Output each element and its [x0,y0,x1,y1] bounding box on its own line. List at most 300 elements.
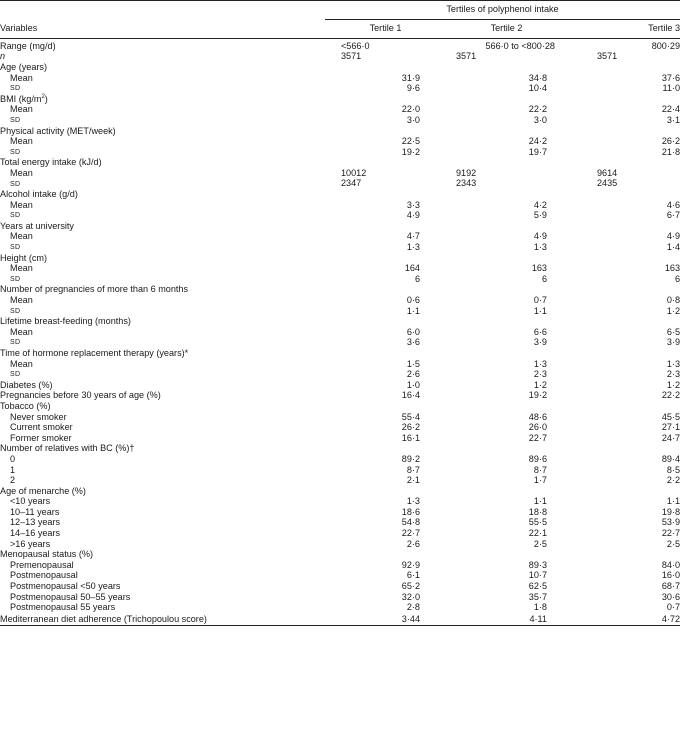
tertile-1-value: 2·6 [406,538,420,549]
tertile-2-value: 5·9 [533,210,547,221]
row-label [0,147,325,158]
tertile-2-value: 89·6 [528,453,547,464]
row-label [0,581,325,592]
row-label [0,475,325,486]
tertile-2-value: 48·6 [528,411,547,422]
tertile-1-column-heading: Tertile 1 [325,20,446,39]
tertile-2-value: 2·3 [533,369,547,380]
tertile-1-value [325,550,446,561]
table-row [0,401,680,412]
row-label-text: Mean [10,136,33,147]
tertile-3-value: 24·7 [661,432,680,443]
tertile-3-value: 6·7 [666,210,680,221]
tertile-1-value [325,316,446,327]
table-row [0,444,680,455]
tertile-1-value: 1·3 [406,496,420,507]
tertile-1-value: 55·4 [401,411,420,422]
tertile-1-value [325,444,446,455]
row-label [0,602,325,613]
tertile-3-value [567,550,680,561]
row-label-text: Mean [10,72,33,83]
tertile-3-value [567,158,680,169]
tertile-3-value: 4·72 [567,613,680,626]
tertile-2-value: 0·7 [533,295,547,305]
row-label [0,391,325,402]
table-row [0,147,680,158]
table-row [0,380,680,391]
tertile-3-value: 21·8 [661,146,680,157]
tertile-3-value [567,401,680,412]
tertile-3-value: 2·2 [666,475,680,486]
table-row [0,62,680,73]
table-row [0,221,680,232]
tertile-3-value: 2435 [597,178,618,189]
tertile-3-value [567,348,680,359]
tertile-2-value: 22·7 [528,432,547,443]
tertile-2-value [446,486,567,497]
tertile-3-value [567,62,680,73]
row-label [0,444,325,455]
tertile-3-value: 0·8 [666,295,680,305]
table-row [0,338,680,349]
table-row [0,348,680,359]
tertile-2-value [446,401,567,412]
row-label [0,73,325,84]
row-label-text: Mean [10,104,33,115]
table-body [0,39,680,626]
row-label [0,274,325,285]
table-row [0,412,680,423]
tertile-2-value: 55·5 [528,517,547,528]
table-header-row-columns [0,20,680,39]
row-label-text: Lifetime breast-feeding (months) [0,316,131,327]
row-label-text: Never smoker [10,411,67,422]
row-label [0,454,325,465]
tertile-2-value: 24·2 [528,136,547,147]
row-label-text: Mean [10,231,33,242]
row-label [0,263,325,274]
tertile-2-value: 2·5 [533,538,547,549]
row-label [0,422,325,433]
row-label-text: Postmenopausal 55 years [10,602,116,613]
tertile-1-value: 10012 [341,167,367,178]
tertile-2-value: 89·3 [528,559,547,570]
row-label [0,359,325,370]
tertile-2-value: 6 [541,273,547,284]
row-label [0,571,325,582]
tertile-3-value: 68·7 [661,581,680,592]
tertile-2-value: 8·7 [533,464,547,475]
tertile-3-value: 1·1 [666,496,680,507]
tertile-1-value [325,253,446,264]
row-label-text: SD [10,85,21,93]
tertile-2-value: 62·5 [528,581,547,592]
row-label-text: Height (cm) [0,252,47,263]
row-label [0,316,325,327]
row-label-text: Postmenopausal 50–55 years [10,591,131,602]
tertile-2-value: 19·2 [528,390,547,401]
tertile-2-value [446,285,567,296]
row-label-text: <10 years [10,496,51,507]
table-row [0,126,680,137]
tertile-1-value: 54·8 [401,517,420,528]
tertile-2-value: 18·8 [528,506,547,517]
tertile-1-value: 164 [404,263,420,274]
table-row [0,465,680,476]
row-label-text: SD [10,180,21,188]
tertile-1-value [325,158,446,169]
tertile-2-value [446,126,567,137]
tertile-2-value [446,444,567,455]
row-label-text: Menopausal status (%) [0,549,94,560]
tertile-2-value: 1·2 [533,379,547,390]
tertile-3-value: 3·1 [666,114,680,125]
row-label [0,52,325,63]
tertile-2-value [446,158,567,169]
tertile-1-value: 31·9 [401,72,420,83]
table-row [0,433,680,444]
tertile-3-value [567,253,680,264]
tertile-1-value: 65·2 [401,581,420,592]
tertile-3-value [567,486,680,497]
row-label [0,528,325,539]
row-label [0,497,325,508]
row-label [0,242,325,253]
table-row [0,518,680,529]
tertile-1-value [325,189,446,200]
table-row [0,295,680,306]
tertile-1-value [325,221,446,232]
row-label [0,486,325,497]
table-row [0,189,680,200]
tertile-2-value: 1·3 [533,242,547,253]
tertile-2-value: 1·1 [533,305,547,316]
tertile-3-value [567,285,680,296]
row-label-text: Mean [10,263,33,274]
tertile-1-value: 22·5 [401,136,420,147]
superscript: 2 [41,93,45,100]
table-row [0,602,680,613]
row-label-text: Number of pregnancies of more than 6 months [0,284,189,295]
tertile-3-value [567,444,680,455]
row-label [0,253,325,264]
table-row [0,422,680,433]
tertile-3-value: 1·4 [666,242,680,253]
row-label-text: Diabetes (%) [0,379,53,390]
tertile-3-value: 3571 [597,51,618,62]
row-label [0,232,325,243]
row-label-text: Postmenopausal [10,570,78,581]
tertile-2-value: 1·8 [533,602,547,613]
row-label-text: Postmenopausal <50 years [10,581,121,592]
row-label [0,295,325,306]
tertile-2-value: 6·6 [533,326,547,337]
tertile-1-value: 89·2 [401,453,420,464]
tertile-1-value: 6·1 [406,570,420,581]
tertile-2-value [446,253,567,264]
row-label-text: SD [10,116,21,124]
table-row [0,581,680,592]
tertile-1-value: <566·0 [341,40,370,51]
row-label [0,465,325,476]
row-label [0,221,325,232]
row-label-text: 10–11 years [10,506,60,517]
tertile-3-value: 19·8 [661,506,680,517]
tertile-3-value: 22·2 [661,390,680,401]
row-label-text: Total energy intake (kJ/d) [0,157,102,168]
row-label [0,83,325,94]
table-header-row-spanner [0,1,680,20]
row-label [0,613,325,626]
tertile-3-value: 9614 [597,167,618,178]
row-label-text: 14–16 years [10,528,61,539]
tertile-3-value: 8·5 [666,464,680,475]
tertile-1-value: 16·4 [401,390,420,401]
tertile-2-value: 22·2 [528,104,547,115]
table-row [0,613,680,626]
tertile-2-value: 35·7 [528,591,547,602]
table-row [0,306,680,317]
tertile-1-value: 92·9 [401,559,420,570]
tertile-3-value: 37·6 [661,72,680,83]
tertile-2-value: 4·2 [533,199,547,210]
table-row [0,73,680,84]
table-row [0,200,680,211]
tertile-3-value: 11·0 [662,83,680,94]
table-row [0,136,680,147]
tertile-1-value: 3·3 [406,199,420,210]
tertile-2-value: 3571 [456,51,477,62]
tertile-2-value [446,316,567,327]
row-label-text: n [0,51,6,62]
tertile-1-value: 2·6 [406,369,420,380]
tertile-2-value: 4·11 [446,613,567,626]
tertile-1-value: 1·5 [406,358,420,369]
row-label [0,211,325,222]
row-label-text: 0 [10,453,16,464]
row-label-text: BMI (kg/m [0,93,42,104]
row-label-text: 2 [10,475,16,486]
tertile-3-value: 1·2 [666,305,680,316]
tertile-2-column-heading: Tertile 2 [446,20,567,39]
row-label-text: Mean [10,358,33,369]
tertile-3-value [567,126,680,137]
tertile-3-value: 2·5 [666,538,680,549]
row-label-text: Age of menarche (%) [0,485,86,496]
tertile-1-value: 19·2 [401,146,420,157]
tertile-2-value: 2343 [456,178,477,189]
tertile-3-value: 16·0 [661,570,680,581]
row-label-text: Current smoker [10,422,73,433]
tertile-3-value: 53·9 [661,517,680,528]
tertile-1-value: 22·7 [401,528,420,539]
tertile-2-value [446,550,567,561]
row-label-text: Mean [10,326,33,337]
tertile-3-value: 22·7 [661,528,680,539]
table-row [0,168,680,179]
table-row [0,592,680,603]
table-row [0,359,680,370]
tertile-2-value [446,221,567,232]
row-label [0,433,325,444]
row-label-text: Pregnancies before 30 years of age (%) [0,390,161,401]
row-label-text: SD [10,212,21,220]
tertile-1-value: 6 [414,273,420,284]
row-label-text: 12–13 years [10,517,61,528]
tertile-3-value: 45·5 [661,411,680,422]
row-label [0,189,325,200]
row-label [0,401,325,412]
table-row [0,550,680,561]
tertile-1-value: 18·6 [401,506,420,517]
tertile-2-value [446,62,567,73]
table-row [0,158,680,169]
row-label [0,592,325,603]
table-row [0,232,680,243]
row-label-text: Mean [10,167,33,178]
variables-column-heading: Variables [0,20,325,39]
tertile-1-value: 22·0 [401,104,420,115]
tertile-3-value [567,94,680,105]
tertile-3-value: 6 [674,273,680,284]
table-row [0,475,680,486]
tertile-1-value [325,348,446,359]
row-label [0,105,325,116]
row-label-text: Tobacco (%) [0,400,51,411]
table-row [0,242,680,253]
table-row [0,571,680,582]
tertile-1-value: 4·7 [406,231,420,242]
row-label [0,179,325,190]
tertile-3-value: 27·1 [661,422,680,433]
tertile-2-value: 9192 [456,167,477,178]
row-label [0,507,325,518]
table-row [0,560,680,571]
row-label [0,136,325,147]
tertile-1-value [325,486,446,497]
tertile-1-value [325,401,446,412]
table-row [0,179,680,190]
table-row [0,263,680,274]
tertile-1-value: 8·7 [406,464,420,475]
row-label [0,94,325,105]
row-label-text: Alcohol intake (g/d) [0,189,78,200]
tertile-2-value: 4·9 [533,231,547,242]
row-label-text: SD [10,307,21,315]
table-row [0,39,680,52]
tertile-3-value: 22·4 [661,104,680,115]
tertile-1-value: 1·0 [406,379,420,390]
row-label [0,327,325,338]
tertile-3-value: 2·3 [666,369,680,380]
row-label [0,200,325,211]
row-label-text: SD [10,339,21,347]
tertile-3-value: 89·4 [661,453,680,464]
row-label-text: Years at university [0,220,74,231]
row-label [0,306,325,317]
tertile-1-value [325,285,446,296]
table-row [0,539,680,550]
tertile-3-value [567,316,680,327]
tertile-1-value: 6·0 [406,326,420,337]
table-row [0,497,680,508]
tertile-1-value: 3571 [341,51,362,62]
tertile-3-value [567,221,680,232]
row-label [0,348,325,359]
row-label [0,62,325,73]
row-label [0,168,325,179]
row-label [0,380,325,391]
table-row [0,94,680,105]
row-label-text: SD [10,275,21,283]
table-row [0,83,680,94]
table-row [0,274,680,285]
tertile-1-value [325,94,446,105]
row-label-text: Physical activity (MET/week) [0,125,116,136]
tertile-2-value: 10·7 [528,570,547,581]
tertile-2-value: 10·4 [528,83,547,94]
row-label [0,285,325,296]
tertile-2-value: 34·8 [528,72,547,83]
tertile-1-value: 3·0 [406,114,420,125]
tertile-3-value: 1·2 [666,379,680,390]
row-label [0,39,325,52]
tertile-2-value [446,189,567,200]
tertile-1-value [325,126,446,137]
tertile-3-value [567,189,680,200]
row-label [0,539,325,550]
table-row [0,454,680,465]
row-label-text: Mean [10,295,33,305]
tertile-1-value: 1·3 [406,242,420,253]
tertile-2-value: 26·0 [528,422,547,433]
row-label [0,550,325,561]
tertile-1-value: 4·9 [406,210,420,221]
row-label [0,126,325,137]
tertile-3-value: 30·6 [661,591,680,602]
tertile-1-value: 2347 [341,178,362,189]
tertile-2-value: 163 [531,263,547,274]
tertile-3-value: 4·6 [666,199,680,210]
tertile-2-value: 1·1 [533,496,547,507]
tertile-2-value: 3·0 [533,114,547,125]
row-label-text: Age (years) [0,61,48,72]
tertile-1-value: 32·0 [401,591,420,602]
row-label-suffix: ) [44,93,48,104]
tertile-1-value: 2·1 [406,475,420,486]
row-label-text: >16 years [10,538,51,549]
row-label-text: SD [10,148,21,156]
tertile-1-value: 0·6 [406,295,420,305]
tertile-3-value: 163 [664,263,680,274]
table-row [0,211,680,222]
row-label-text: Number of relatives with BC (%)† [0,443,135,454]
row-label-text: SD [10,244,21,252]
table-row [0,486,680,497]
tertile-1-value: 9·6 [406,83,420,94]
row-label [0,518,325,529]
tertile-2-value: 1·3 [533,358,547,369]
tertile-1-value: 3·6 [406,337,420,348]
row-label-text: Mean [10,199,33,210]
tertile-3-value: 4·9 [666,231,680,242]
tertile-3-value: 800·29 [651,40,680,51]
table-row [0,391,680,402]
table-row [0,105,680,116]
tertile-3-value: 84·0 [661,559,680,570]
row-label-text: Former smoker [10,432,72,443]
tertile-2-value: 22·1 [528,528,547,539]
